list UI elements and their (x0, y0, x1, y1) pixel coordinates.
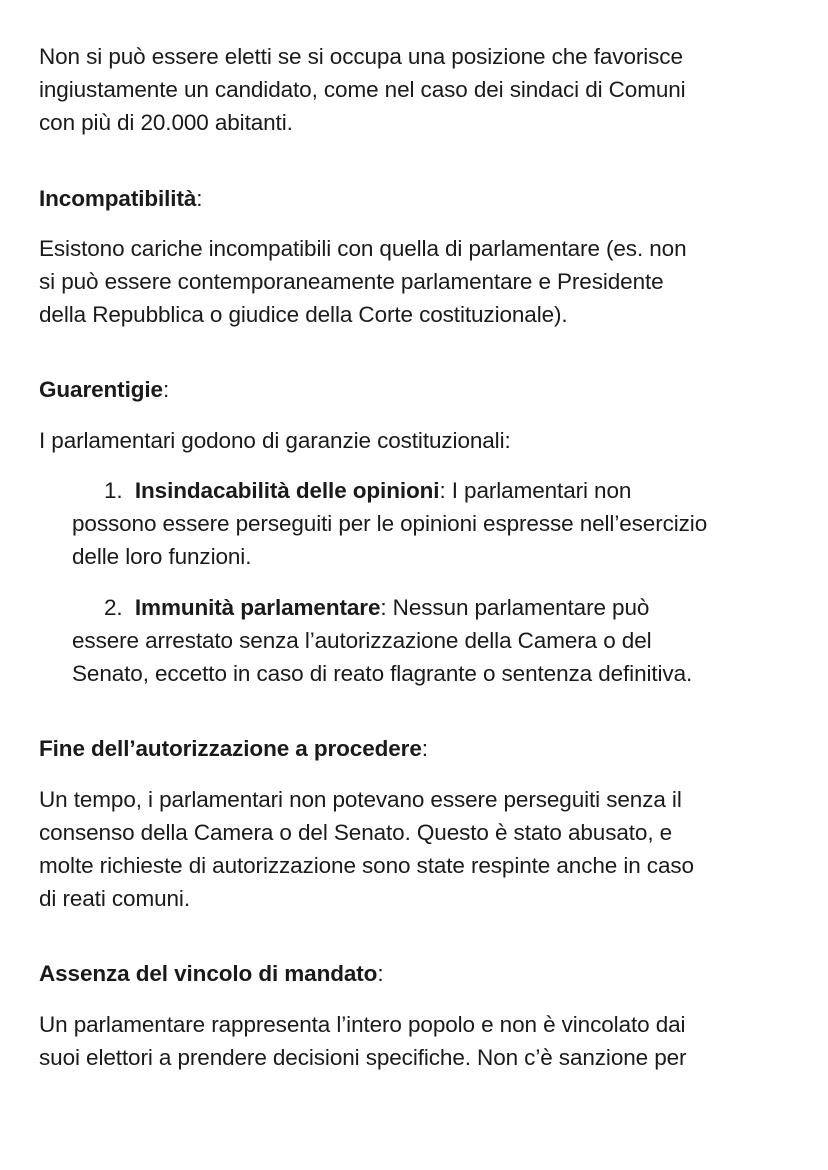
text-line: con più di 20.000 abitanti. (39, 110, 293, 135)
list-item-2 (72, 591, 802, 690)
heading-incompatibilita (39, 182, 202, 215)
heading-colon: : (196, 186, 203, 211)
list-number: 2. (104, 595, 123, 620)
text-line: possono essere perseguiti per le opinioni espresse nell’esercizio (72, 511, 708, 536)
text-line: Esistono cariche incompatibili con quella di parlamentare (es. non (39, 236, 687, 261)
text-line: di reati comuni. (39, 886, 190, 911)
heading-text: Fine dell’autorizzazione a procedere (39, 736, 422, 761)
text-line: si può essere contemporaneamente parlamentare e Presidente (39, 269, 664, 294)
heading-text: Assenza del vincolo di mandato (39, 961, 378, 986)
heading-colon: : (162, 377, 170, 402)
paragraph-fine-autorizzazione (39, 783, 694, 915)
paragraph-vincolo-mandato (39, 1008, 686, 1074)
heading-fine-autorizzazione (39, 732, 428, 765)
paragraph-guarentigie (39, 424, 511, 457)
text-line: I parlamentari godono di garanzie costituzionali: (39, 428, 511, 453)
text-line: ingiustamente un candidato, come nel caso dei sindaci di Comuni (39, 77, 686, 102)
list-number: 1. (104, 478, 123, 503)
text-line: essere arrestato senza l’autorizzazione della Camera o del (72, 628, 652, 653)
text-line: : I parlamentari non (439, 478, 632, 503)
text-line: consenso della Camera o del Senato. Questo è stato abusato, e (39, 820, 673, 845)
text-line: Un parlamentare rappresenta l’intero popolo e non è vincolato dai (39, 1012, 686, 1037)
heading-colon: : (377, 961, 384, 986)
list-term: Insindacabilità delle opinioni (134, 478, 440, 503)
text-line: suoi elettori a prendere decisioni specifiche. Non c’è sanzione per (39, 1045, 687, 1070)
heading-text: Guarentigie (39, 377, 163, 402)
list-item-1 (72, 474, 802, 573)
paragraph-incompatibilita (39, 232, 687, 331)
text-line: Non si può essere eletti se si occupa una posizione che favorisce (39, 44, 683, 69)
intro-paragraph (39, 40, 686, 139)
heading-vincolo-mandato (39, 957, 383, 990)
text-line: delle loro funzioni. (72, 544, 252, 569)
heading-text: Incompatibilità (39, 186, 197, 211)
text-line: della Repubblica o giudice della Corte costituzionale). (39, 302, 568, 327)
text-line: molte richieste di autorizzazione sono state respinte anche in caso (39, 853, 694, 878)
text-line: Un tempo, i parlamentari non potevano essere perseguiti senza il (39, 787, 682, 812)
text-line: Senato, eccetto in caso di reato flagrante o sentenza definitiva. (72, 661, 693, 686)
list-term: Immunità parlamentare (134, 595, 381, 620)
heading-guarentigie (39, 373, 169, 406)
heading-colon: : (421, 736, 428, 761)
text-line: : Nessun parlamentare può (380, 595, 650, 620)
